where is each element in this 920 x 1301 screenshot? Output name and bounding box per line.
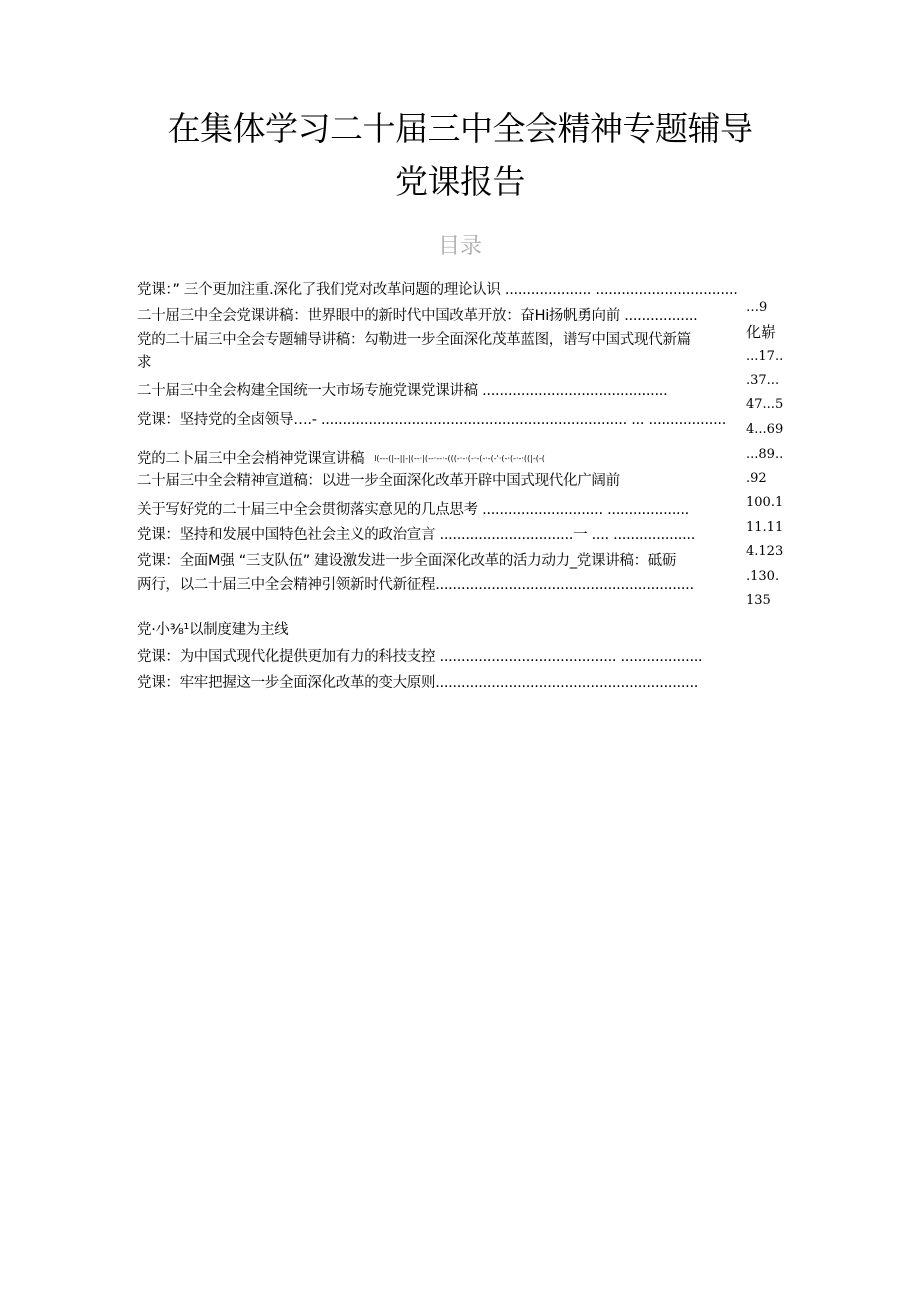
toc-entry[interactable]: 党课：” 三个更加注重.深化了我们党对改革问题的理论认识 .................... ................................. [137, 282, 738, 298]
page-number: 47...5 [746, 397, 784, 412]
toc-entry[interactable]: 党课：全面M强 “三支队伍” 建设激发进一步全面深化改革的活力动力_党课讲稿：砥砺 [137, 553, 677, 569]
toc-entry-continuation: 两行，以二十届三中全会精神引领新时代新征程............................................................ [137, 577, 694, 593]
toc-heading: 目录 [437, 234, 482, 259]
page-number: 4.123 [746, 544, 784, 559]
toc-leader-noise: l(---(|--||-|(--·|(--·--·-(((-·-·(-·-(-·-(-'·(-·(-·-·((|-(-( [374, 454, 545, 463]
toc-entry[interactable]: 二十屈三中全会党课讲稿：世界眼中的新时代中国改革开放：奋Hi扬帆勇向前 ................. [137, 308, 698, 324]
toc-entry-label: 党的二卜届三中全会梢神党课宣讲稿 [137, 451, 365, 467]
page-number: ...17.. [746, 349, 784, 364]
toc-entry-continuation: 求 [137, 355, 152, 371]
toc-entry[interactable] [137, 452, 545, 467]
toc-entry[interactable]: 关于写好党的二十届三中全会贯彻落实意见的几点思考 ............................ ................... [137, 502, 689, 518]
toc-entry[interactable]: 二十届三中全会构建全国统一大市场专施党课党课讲稿 ........................................... [137, 383, 668, 399]
toc-entry[interactable]: 党课：牢牢把握这一步全面深化改革的变大原则............................................................. [137, 675, 699, 691]
document-title-line2: 党课报告 [395, 162, 525, 201]
page-number: …9 [746, 300, 768, 315]
page-number: ...89.. [746, 447, 784, 462]
page-number: 4...69 [746, 422, 784, 437]
page-number: .92 [746, 471, 767, 486]
toc-entry[interactable]: 党课：坚持和发展中国特色社会主义的政治宣言 ...............................一 .... ................... [137, 527, 696, 543]
toc-entry[interactable]: 党的二十届三中全会专题辅导讲稿：勾勒进一步全面深化茂革蓝图，谱写中国式现代新篇 [137, 332, 691, 348]
page-number: .37... [746, 373, 780, 388]
page-number: .130. [746, 569, 780, 584]
toc-entry[interactable]: 党课：为中国式现代化提供更加有力的科技支控 ......................................... ................... [137, 649, 703, 665]
toc-entry[interactable]: 党·小⅜¹以制度建为主线 [137, 622, 289, 638]
toc-entry[interactable]: 党课：坚持党的全卤领导….- ....................................................................... ... .................. [137, 412, 727, 428]
page-number: 100.1 [746, 495, 784, 510]
toc-entry[interactable]: 二十届三中全会精神宣道稿：以进一步全面深化改革开辟中国式现代化广阔前 [137, 473, 620, 489]
page-number: 化崭 [746, 323, 777, 341]
page-number: 11.11 [746, 520, 784, 535]
page-number: 135 [746, 593, 771, 608]
document-title-line1: 在集体学习二十届三中全会精神专题辅导 [167, 109, 753, 148]
